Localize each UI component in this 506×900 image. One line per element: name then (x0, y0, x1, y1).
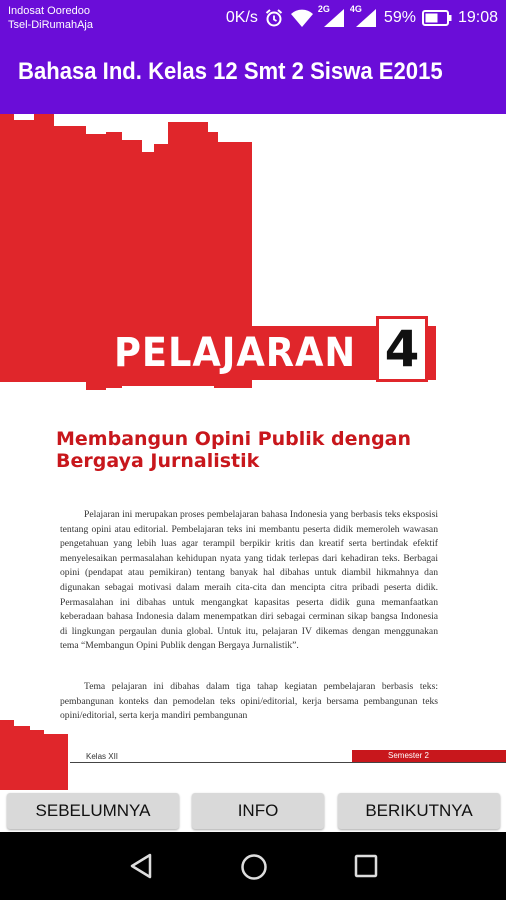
battery-icon (422, 10, 452, 26)
network-4g-label: 4G (349, 4, 362, 14)
chapter-title-line1: Membangun Opini Publik dengan (56, 428, 412, 450)
red-corner-block (30, 730, 44, 790)
status-bar (0, 0, 506, 36)
footer-divider (70, 762, 506, 763)
recents-icon[interactable] (354, 854, 378, 878)
body-paragraph: Pelajaran ini merupakan proses pembelajaran bahasa Indonesia yang berbasis teks eksposisi tentang opini atau editorial. Pembelajaran teks ini membantu peserta didik memeroleh wawasan pengetahuan yang lebih luas agar terampil berpikir kritis dan kreatif serta bertindak efektif menyelesaikan permasalahan kehidupan nyata yang tidak terlepas dari kehadiran teks. Berbagai opini (pendapat atau pemikiran) tentang banyak hal dibahas untuk diambil hikmahnya dan digunakan sebagai motivasi dalam meraih cita-cita dan mencipta citra pribadi peserta didik. Permasalahan ini dibahas untuk mengangkat kapasitas peserta didik guna memanfaatkan keberadaan bahasa Indonesia dalam menempatkan diri sebagai cerminan sikap bangsa Indonesia di lingkungan pergaulan dunia global. Untuk itu, pelajaran IV dikemas dengan menggunakan tema “Membangun Opini Publik dengan Bergaya Jurnalistik”. (60, 509, 438, 652)
wifi-icon (290, 8, 314, 28)
chapter-title-line2: Bergaya Jurnalistik (56, 450, 260, 472)
next-button[interactable]: BERIKUTNYA (338, 793, 500, 829)
lesson-number-box (376, 316, 428, 382)
carrier-line1: Indosat Ooredoo (8, 5, 90, 17)
red-corner-block (14, 726, 30, 790)
signal-4g-icon (349, 4, 378, 28)
red-corner-block (44, 734, 68, 790)
status-icons (225, 4, 498, 29)
book-page[interactable] (0, 114, 506, 790)
carrier-info (8, 4, 93, 32)
net-speed: 0K/s (225, 9, 258, 26)
page-nav-buttons (0, 790, 506, 832)
clock: 19:08 (457, 9, 498, 26)
footer-semester: Semester 2 (352, 750, 506, 762)
footer-class: Kelas XII (86, 752, 119, 761)
info-button[interactable]: INFO (192, 793, 324, 829)
network-2g-label: 2G (317, 4, 330, 14)
previous-button[interactable]: SEBELUMNYA (7, 793, 179, 829)
red-corner-block (0, 720, 14, 790)
battery-percent: 59% (383, 9, 416, 26)
body-paragraph: Tema pelajaran ini dibahas dalam tiga tahap kegiatan pembelajaran berbasis teks: pembangunan konteks dan pemodelan teks opini/editorial, kerja bersama pembangunan teks opini/editorial, serta kerja mandiri pembangunan (60, 681, 438, 720)
back-icon[interactable] (128, 852, 154, 880)
system-nav-bar (0, 832, 506, 900)
signal-2g-icon (317, 4, 346, 28)
lesson-number: 4 (384, 320, 420, 378)
app-title: Bahasa Ind. Kelas 12 Smt 2 Siswa E2015 (18, 58, 443, 85)
chapter-title (56, 428, 436, 472)
app-bar (0, 36, 506, 114)
alarm-icon (264, 8, 284, 28)
carrier-line2: Tsel-DiRumahAja (8, 19, 93, 31)
home-icon[interactable] (240, 853, 268, 881)
lesson-word: PELAJARAN (114, 330, 357, 376)
